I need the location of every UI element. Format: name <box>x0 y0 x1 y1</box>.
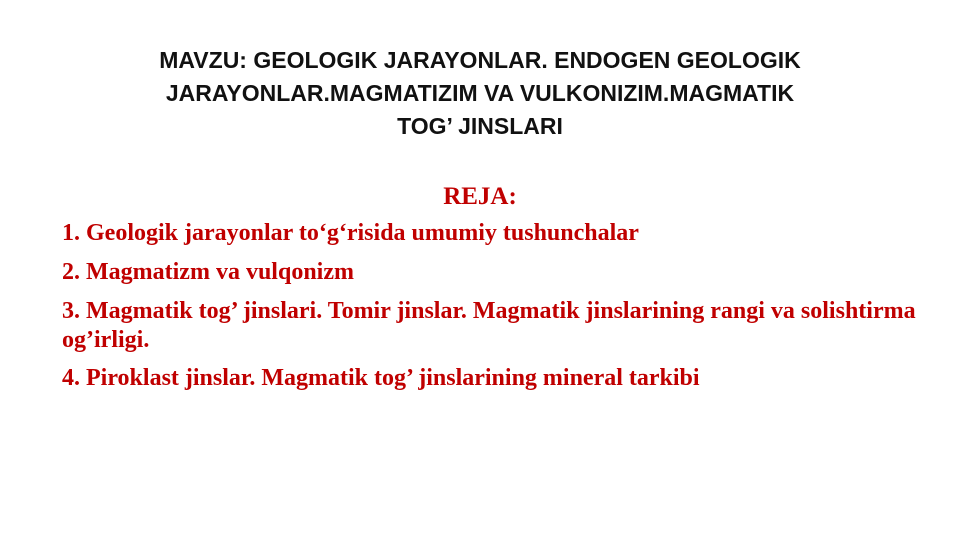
plan-item-2: 2. Magmatizm va vulqonizm <box>62 259 354 285</box>
slide-title <box>40 44 920 143</box>
plan-item-3: 3. Magmatik tog’ jinslari. Tomir jinslar. Magmatik jinslarining rangi va solishtirma og’irligi. <box>62 298 916 353</box>
slide-title-line-3: TOG’ JINSLARI <box>397 113 563 139</box>
plan-list <box>62 219 932 403</box>
slide-title-line-2: JARAYONLAR.MAGMATIZIM VA VULKONIZIM.MAGMATIK <box>165 80 795 106</box>
plan-item-1: 1. Geologik jarayonlar to‘g‘risida umumiy tushunchalar <box>62 220 639 246</box>
slide-title-line-1: MAVZU: GEOLOGIK JARAYONLAR. ENDOGEN GEOLOGIK <box>159 47 801 73</box>
plan-item-4: 4. Piroklast jinslar. Magmatik tog’ jinslarining mineral tarkibi <box>62 365 700 391</box>
plan-heading: REJA: <box>443 183 517 210</box>
